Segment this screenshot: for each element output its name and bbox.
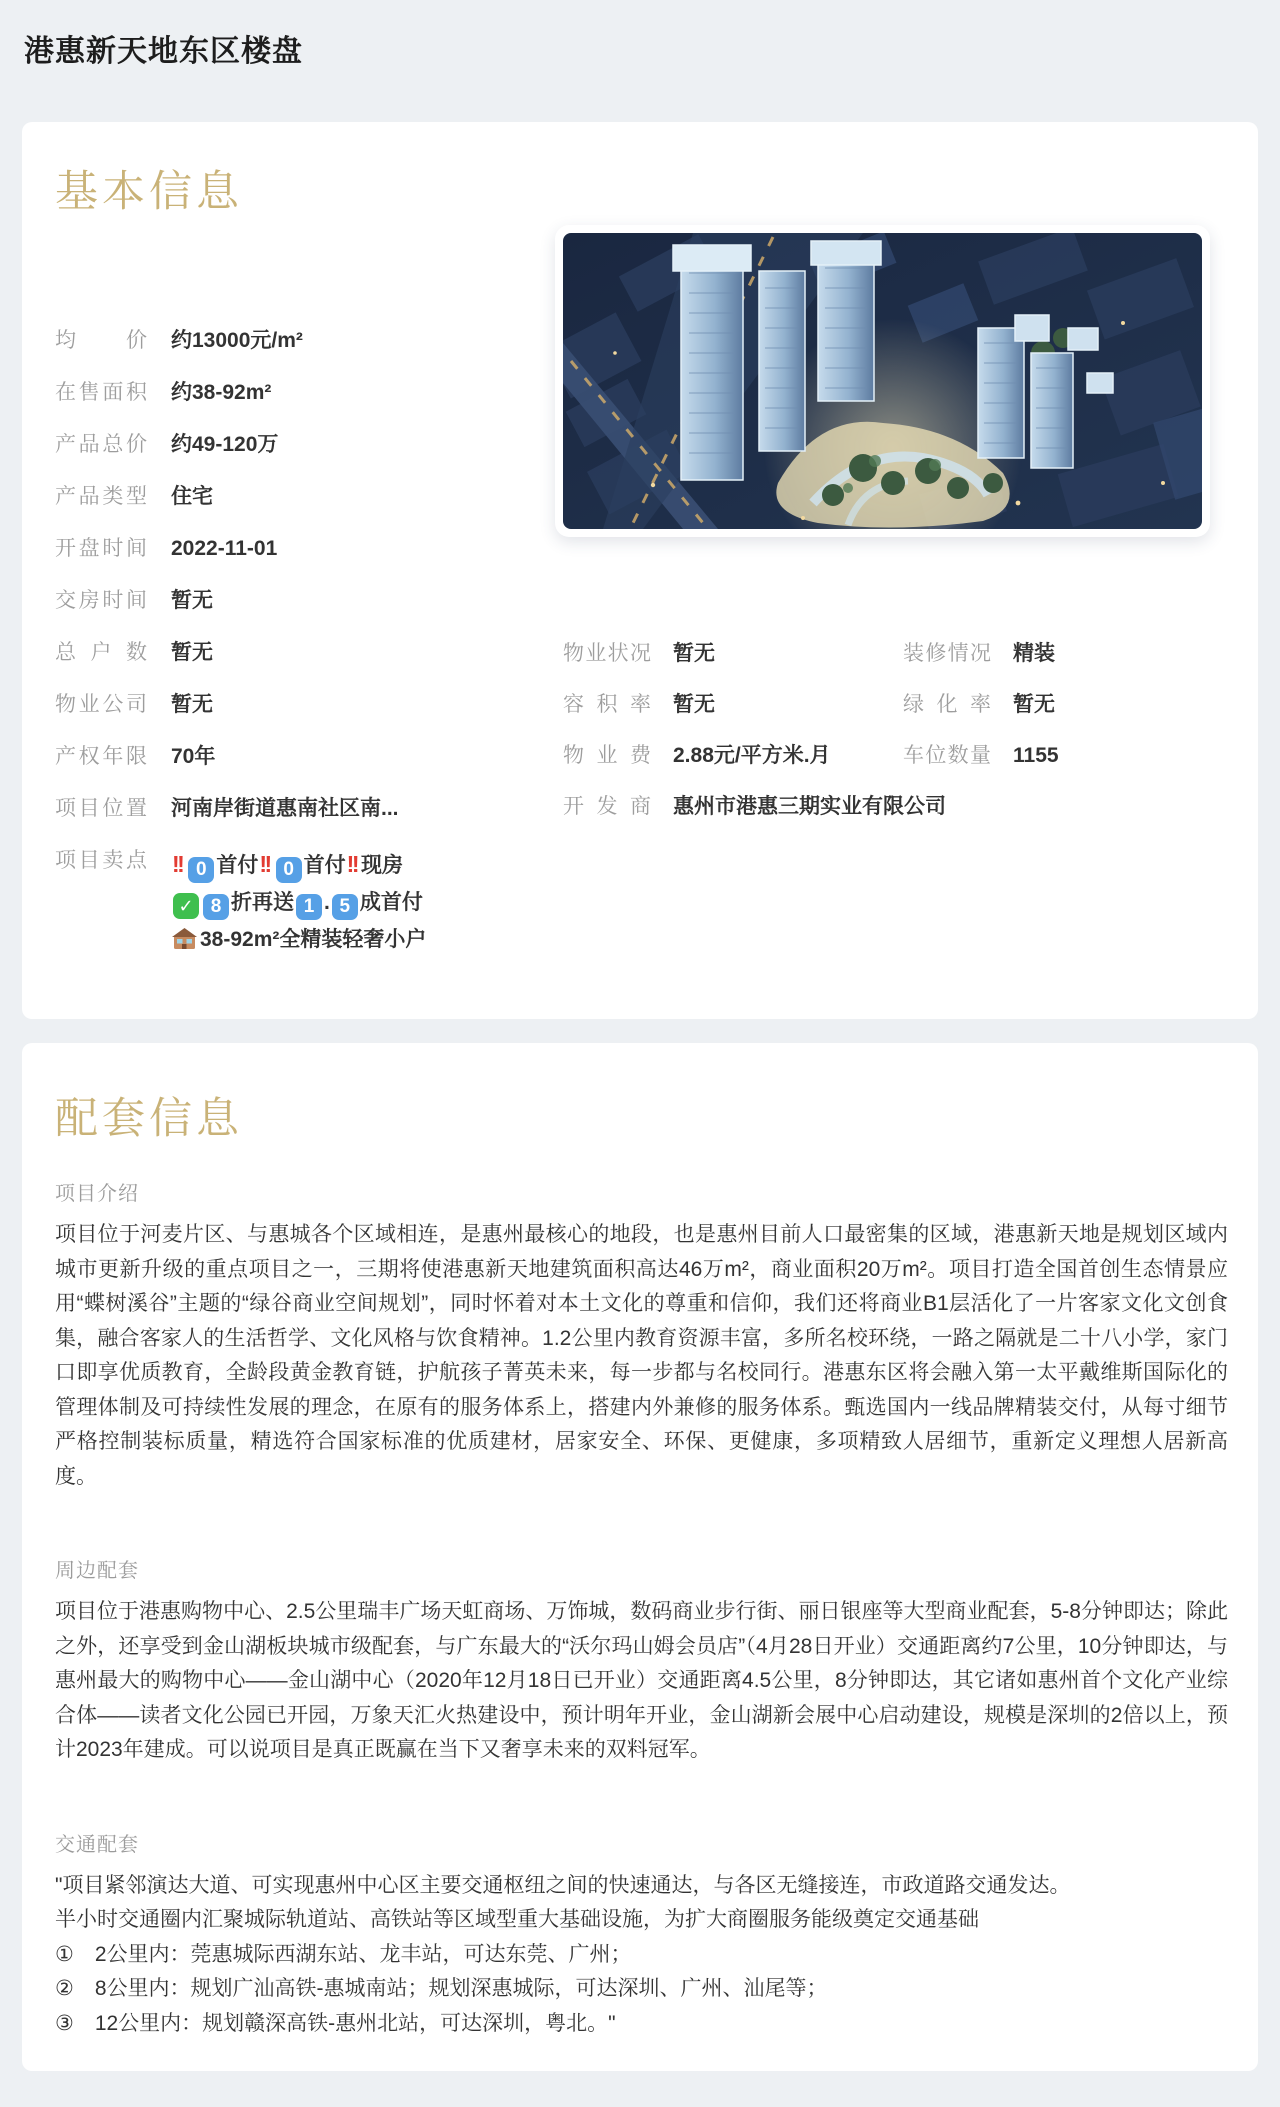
- selling-point-text: .: [324, 891, 330, 914]
- basic-field-row: [55, 378, 555, 408]
- facility-text-line: "项目紧邻演达大道、可实现惠州中心区主要交通枢纽之间的快速通达，与各区无缝接连，市政道路交通发达。: [55, 1873, 1071, 1897]
- facility-text-line: ① 2公里内：莞惠城际西湖东站、龙丰站，可达东莞、广州；: [55, 1942, 632, 1966]
- double-exclamation-icon: !!: [259, 851, 270, 877]
- selling-point-line: [171, 921, 426, 963]
- basic-field-row: [55, 638, 555, 668]
- selling-point-row: [55, 846, 555, 963]
- keycap-digit-badge: 1: [296, 894, 322, 920]
- facility-section-title: 交通配套: [55, 1833, 139, 1856]
- basic-right-value: 精装: [1013, 642, 1055, 665]
- basic-field-row: [55, 534, 555, 564]
- basic-right-label: 装修情况: [903, 642, 991, 665]
- basic-field-label: 物业公司: [55, 693, 147, 716]
- basic-field-row: [55, 690, 555, 720]
- basic-info-right-column: [555, 225, 1232, 843]
- basic-field-value: 70年: [171, 745, 216, 768]
- basic-field-label: 产权年限: [55, 745, 147, 768]
- facility-section: [55, 1828, 1228, 2042]
- basic-field-value: 约38-92m²: [171, 381, 272, 404]
- selling-point-text: 现房: [360, 854, 403, 877]
- basic-right-label: 容积率: [563, 693, 651, 716]
- basic-right-fields: [555, 639, 1232, 822]
- basic-right-label: 物业状况: [563, 642, 651, 665]
- keycap-digit-badge: 0: [276, 857, 302, 883]
- basic-right-row: [563, 792, 1232, 822]
- basic-left-fields: [55, 326, 555, 963]
- double-exclamation-icon: !!: [172, 851, 183, 877]
- basic-field-row: [55, 742, 555, 772]
- facilities-heading: 配套信息: [55, 1095, 243, 1143]
- basic-right-row: [563, 639, 1232, 669]
- facility-section: [55, 1554, 1228, 1768]
- facility-section-title: 周边配套: [55, 1560, 139, 1582]
- selling-point-line: [171, 846, 426, 884]
- facilities-card: [22, 1043, 1258, 2071]
- selling-point-lines: [171, 846, 426, 963]
- basic-field-value: 约49-120万: [171, 433, 279, 456]
- basic-field-label: 产品类型: [55, 485, 147, 508]
- facility-section-body: [55, 1595, 1228, 1768]
- basic-right-value: 暂无: [1013, 693, 1055, 716]
- selling-point-text: 成首付: [359, 891, 423, 914]
- basic-right-pair: [903, 741, 1059, 771]
- basic-right-value: 暂无: [673, 693, 715, 716]
- facility-section-title: 项目介绍: [55, 1183, 139, 1205]
- basic-right-value: 2.88元/平方米.月: [673, 744, 831, 767]
- selling-point-text: 首付: [303, 854, 346, 877]
- basic-right-pair: [563, 690, 903, 720]
- basic-right-value: 1155: [1013, 744, 1059, 767]
- basic-info-card: [22, 122, 1258, 1019]
- basic-field-label: 均价: [55, 329, 147, 352]
- check-mark-badge: ✓: [173, 893, 199, 919]
- basic-right-value: 惠州市港惠三期实业有限公司: [673, 795, 946, 818]
- basic-right-label: 绿化率: [903, 693, 991, 716]
- facility-text-line: 项目位于港惠购物中心、2.5公里瑞丰广场天虹商场、万饰城，数码商业步行街、丽日银座等大型商业配套，5-8分钟即达；除此之外，还享受到金山湖板块城市级配套，与广东最大的“沃尔玛山姆会员店”（4月28日开业）交通距离约7公里，10分钟即达，与惠州最大的购物中心——金山湖中心（2020年12月18日已开业）交通距离4.5公里，8分钟即达，其它诸如惠州首个文化产业综合体——读者文化公园已开园，万象天汇火热建设中，预计明年开业，金山湖新会展中心启动建设，规模是深圳的2倍以上，预计2023年建成。可以说项目是真正既赢在当下又奢享未来的双料冠军。: [55, 1600, 1228, 1761]
- facility-text-line: 项目位于河麦片区、与惠城各个区域相连，是惠州最核心的地段，也是惠州目前人口最密集的区域，港惠新天地是规划区域内城市更新升级的重点项目之一，三期将使港惠新天地建筑面积高达46万m²，商业面积20万m²。项目打造全国首创生态情景应用“蝶树溪谷”主题的“绿谷商业空间规划”，同时怀着对本土文化的尊重和信仰，我们还将商业B1层活化了一片客家文化文创食集，融合客家人的生活哲学、文化风格与饮食精神。1.2公里内教育资源丰富，多所名校环绕，一路之隔就是二十八小学，家门口即享优质教育，全龄段黄金教育链，护航孩子菁英未来，每一步都与名校同行。港惠东区将会融入第一太平戴维斯国际化的管理体制及可持续性发展的理念，在原有的服务体系上，搭建内外兼修的服务体系。甄选国内一线品牌精装交付，从每寸细节严格控制装标质量，精选符合国家标准的优质建材，居家安全、环保、更健康，多项精致人居细节，重新定义理想人居新高度。: [55, 1223, 1228, 1488]
- selling-point-label: 项目卖点: [55, 849, 147, 872]
- basic-field-label: 交房时间: [55, 589, 147, 612]
- basic-field-label: 总户数: [55, 641, 147, 664]
- keycap-digit-badge: 8: [203, 894, 229, 920]
- facility-section-body: [55, 1218, 1228, 1494]
- selling-point-text: 首付: [216, 854, 259, 877]
- facility-text-line: 半小时交通圈内汇聚城际轨道站、高铁站等区域型重大基础设施，为扩大商圈服务能级奠定交通基础: [55, 1908, 979, 1931]
- basic-right-label: 物业费: [563, 744, 651, 767]
- basic-right-pair: [903, 690, 1055, 720]
- basic-field-value: 河南岸街道惠南社区南...: [171, 797, 399, 820]
- page-title: 港惠新天地东区楼盘: [24, 35, 303, 68]
- basic-field-row: [55, 482, 555, 512]
- keycap-digit-badge: 0: [188, 857, 214, 883]
- basic-right-row: [563, 741, 1232, 771]
- facility-section-body: [55, 1869, 1228, 2042]
- basic-field-value: 约13000元/m²: [171, 329, 303, 352]
- basic-right-pair: [563, 639, 903, 669]
- basic-field-value: 暂无: [171, 641, 213, 664]
- basic-right-row: [563, 690, 1232, 720]
- facility-sections: [55, 1177, 1228, 2041]
- selling-point-text: 38-92m²全精装轻奢小户: [200, 928, 427, 951]
- basic-field-row: [55, 794, 555, 824]
- basic-right-pair: [563, 792, 946, 822]
- double-exclamation-icon: !!: [346, 851, 357, 877]
- selling-point-text: 折再送: [231, 891, 294, 914]
- basic-right-pair: [903, 639, 1055, 669]
- basic-field-label: 在售面积: [55, 381, 147, 404]
- property-photo-card[interactable]: [555, 225, 1210, 537]
- keycap-digit-badge: 5: [332, 894, 358, 920]
- basic-field-value: 暂无: [171, 693, 213, 716]
- basic-field-value: 2022-11-01: [171, 537, 278, 560]
- basic-field-value: 住宅: [171, 485, 213, 508]
- basic-field-row: [55, 586, 555, 616]
- house-emoji-icon: [171, 926, 198, 963]
- basic-field-row: [55, 326, 555, 356]
- basic-right-label: 开发商: [563, 795, 651, 818]
- basic-field-label: 项目位置: [55, 797, 147, 820]
- basic-right-value: 暂无: [673, 642, 715, 665]
- basic-right-label: 车位数量: [903, 744, 991, 767]
- property-aerial-render-image: [563, 233, 1202, 529]
- basic-field-row: [55, 430, 555, 460]
- facility-text-line: ② 8公里内：规划广汕高铁-惠城南站；规划深惠城际，可达深圳、广州、汕尾等；: [55, 1977, 828, 2000]
- facility-text-line: ③ 12公里内：规划赣深高铁-惠州北站，可达深圳，粤北。": [55, 2011, 616, 2035]
- house-emoji-icon: [171, 926, 198, 951]
- facility-section: [55, 1177, 1228, 1494]
- selling-point-line: [171, 884, 426, 921]
- basic-right-pair: [563, 741, 903, 771]
- basic-field-label: 产品总价: [55, 433, 147, 456]
- basic-field-value: 暂无: [171, 589, 213, 612]
- basic-field-label: 开盘时间: [55, 537, 147, 560]
- basic-info-left-column: [55, 164, 555, 985]
- basic-info-heading: 基本信息: [55, 168, 243, 216]
